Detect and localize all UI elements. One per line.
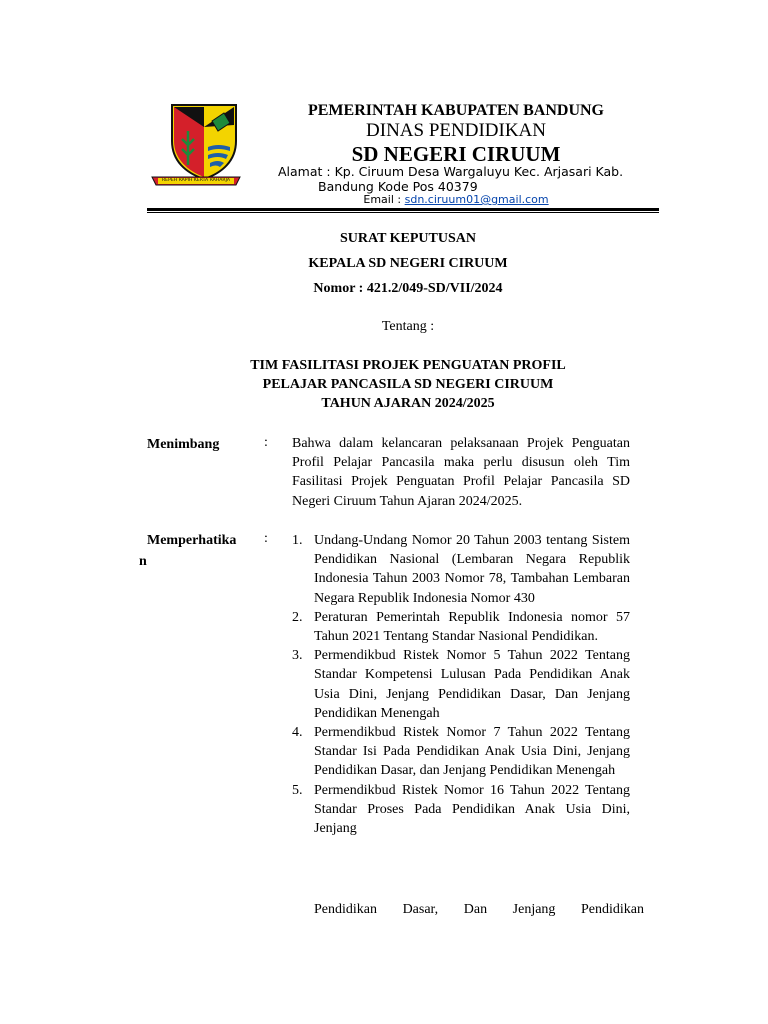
list-item-number: 1. bbox=[292, 533, 303, 548]
list-item-text: Permendikbud Ristek Nomor 16 Tahun 2022 Tentang Standar Proses Pada Pendidikan Anak Usia Dini, Jenjang bbox=[314, 782, 630, 837]
letterhead-divider-thin bbox=[147, 212, 659, 213]
memperhatikan-list bbox=[292, 531, 630, 838]
kabupaten-bandung-logo bbox=[150, 103, 242, 195]
list-item-number: 3. bbox=[292, 648, 303, 664]
decree-title: SURAT KEPUTUSAN bbox=[339, 231, 476, 246]
list-continuation-text: Pendidikan Dasar, Dan Jenjang Pendidikan bbox=[314, 902, 644, 917]
letterhead-government: PEMERINTAH KABUPATEN BANDUNG bbox=[307, 102, 604, 119]
decree-subject-line-2: PELAJAR PANCASILA SD NEGERI CIRUUM bbox=[262, 377, 554, 392]
address-line-2: Bandung Kode Pos 40379 bbox=[318, 179, 478, 194]
decree-about-label: Tentang : bbox=[381, 319, 435, 334]
list-item-text: Peraturan Pemerintah Republik Indonesia nomor 57 Tahun 2021 Tentang Standar Nasional Pendidikan. bbox=[314, 609, 630, 645]
list-item-text: Permendikbud Ristek Nomor 5 Tahun 2022 Tentang Standar Kompetensi Lulusan Pada Pendidikan Anak Usia Dini, Jenjang Pendidikan Dasar, Dan Jenjang Pendidikan Menengah bbox=[314, 648, 630, 721]
decree-number: Nomor : 421.2/049-SD/VII/2024 bbox=[313, 281, 503, 296]
section-colon-memperhatikan: : bbox=[264, 531, 268, 546]
list-item-text: Undang-Undang Nomor 20 Tahun 2003 tentang Sistem Pendidikan Nasional (Lembaran Negara Republik Indonesia Tahun 2003 Nomor 78, Tambahan Lembaran Negara Republik Indonesia Nomor 430 bbox=[314, 533, 630, 606]
list-item bbox=[292, 531, 630, 608]
label-part-1: Memperhatika bbox=[147, 533, 237, 548]
letterhead-school-name: SD NEGERI CIRUUM bbox=[351, 142, 561, 166]
section-colon-menimbang: : bbox=[264, 435, 268, 450]
section-label-memperhatikan bbox=[147, 531, 259, 550]
letterhead-divider-thick bbox=[147, 208, 659, 211]
list-item-number: 4. bbox=[292, 725, 303, 741]
list-item bbox=[292, 781, 630, 839]
logo-motto: REPEH RAPIH KERTA RAHARJA bbox=[161, 178, 231, 183]
list-item bbox=[292, 723, 630, 781]
section-label-menimbang: Menimbang bbox=[147, 437, 220, 452]
list-item bbox=[292, 646, 630, 723]
list-item-number: 5. bbox=[292, 782, 303, 798]
letterhead-email bbox=[250, 193, 662, 206]
decree-subject-line-1: TIM FASILITASI PROJEK PENGUATAN PROFIL bbox=[250, 358, 566, 373]
decree-issuer: KEPALA SD NEGERI CIRUUM bbox=[308, 256, 508, 271]
list-item-text: Permendikbud Ristek Nomor 7 Tahun 2022 Tentang Standar Isi Pada Pendidikan Anak Usia Dini, Jenjang Pendidikan Dasar, dan Jenjang Pendidikan Menengah bbox=[314, 725, 630, 779]
letterhead-address bbox=[278, 164, 658, 194]
decree-subject-line-3: TAHUN AJARAN 2024/2025 bbox=[321, 396, 495, 411]
address-line-1: Alamat : Kp. Ciruum Desa Wargaluyu Kec. Arjasari Kab. bbox=[278, 164, 624, 179]
section-label-memperhatikan-wrap: n bbox=[139, 554, 147, 569]
list-item bbox=[292, 608, 630, 646]
menimbang-text: Bahwa dalam kelancaran pelaksanaan Projek Penguatan Profil Pelajar Pancasila maka perlu disusun oleh Tim Fasilitasi Projek Penguatan Profil Pelajar Pancasila SD Negeri Ciruum Tahun Ajaran 2024/2025. bbox=[292, 436, 630, 509]
email-link[interactable]: sdn.ciruum01@gmail.com bbox=[404, 193, 549, 206]
letterhead-department: DINAS PENDIDIKAN bbox=[366, 120, 546, 141]
email-label: Email : bbox=[363, 193, 402, 206]
list-item-number: 2. bbox=[292, 609, 303, 625]
